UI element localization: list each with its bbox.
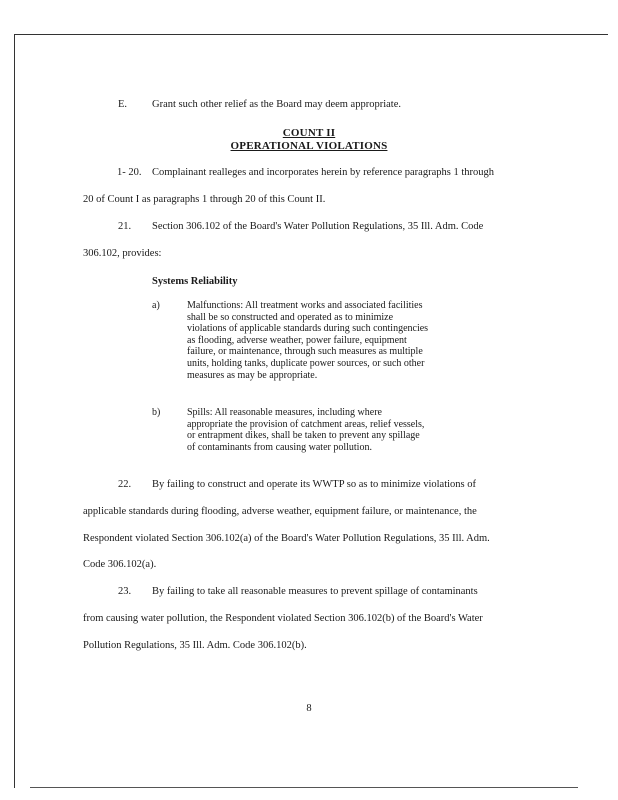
quote-b-body [187, 407, 424, 453]
para-1-20-line2: 20 of Count I as paragraphs 1 through 20 of this Count II. [83, 194, 326, 205]
para-23-label: 23. [118, 586, 132, 597]
count-title: COUNT II [282, 127, 336, 139]
quote-b-line: of contaminants from causing water pollution. [187, 441, 372, 453]
page-number: 8 [306, 703, 312, 714]
quote-b-line: or entrapment dikes, shall be taken to prevent any spillage [187, 430, 420, 442]
quote-a-line: measures as may be appropriate. [187, 369, 318, 381]
quote-b-line: appropriate the provision of catchment areas, relief vessels, [187, 418, 425, 430]
quote-a-line: shall be so constructed and operated as to minimize [187, 311, 394, 323]
para-21-line1: Section 306.102 of the Board's Water Pollution Regulations, 35 Ill. Adm. Code [152, 221, 484, 232]
scan-border-bottom [30, 787, 578, 788]
quote-a-label: a) [152, 300, 160, 311]
quote-heading: Systems Reliability [152, 276, 238, 287]
count-subtitle: OPERATIONAL VIOLATIONS [230, 140, 388, 152]
quote-b-label: b) [152, 407, 161, 418]
para-21-line2: 306.102, provides: [83, 248, 162, 259]
para-22-line3: Respondent violated Section 306.102(a) of the Board's Water Pollution Regulations, 35 Ill. Adm. [83, 533, 490, 544]
quote-a-body [187, 300, 428, 381]
quote-a-line: failure, or maintenance, through such measures as multiple [187, 346, 423, 358]
para-23-line2: from causing water pollution, the Respondent violated Section 306.102(b) of the Board's Water [83, 613, 483, 624]
para-22-label: 22. [118, 479, 132, 490]
para-22-line1: By failing to construct and operate its WWTP so as to minimize violations of [152, 479, 476, 490]
quote-a-line: Malfunctions: All treatment works and associated facilities [187, 300, 423, 311]
para-1-20-label: 1- 20. [117, 167, 142, 178]
item-e-label: E. [118, 99, 128, 110]
scan-border-top [14, 34, 608, 35]
quote-a-line: violations of applicable standards during such contingencies [187, 323, 429, 335]
para-23-line1: By failing to take all reasonable measures to prevent spillage of contaminants [152, 586, 478, 597]
quote-b-line: Spills: All reasonable measures, including where [187, 407, 382, 418]
item-e-text: Grant such other relief as the Board may deem appropriate. [152, 99, 401, 110]
para-23-line3: Pollution Regulations, 35 Ill. Adm. Code 306.102(b). [83, 640, 307, 651]
para-22-line4: Code 306.102(a). [83, 559, 157, 570]
para-1-20-line1: Complainant realleges and incorporates herein by reference paragraphs 1 through [152, 167, 494, 178]
para-21-label: 21. [118, 221, 132, 232]
quote-a-line: as flooding, adverse weather, power failure, equipment [187, 334, 407, 346]
para-22-line2: applicable standards during flooding, adverse weather, equipment failure, or maintenance, the [83, 506, 477, 517]
quote-a-line: units, holding tanks, duplicate power sources, or such other [187, 357, 425, 369]
